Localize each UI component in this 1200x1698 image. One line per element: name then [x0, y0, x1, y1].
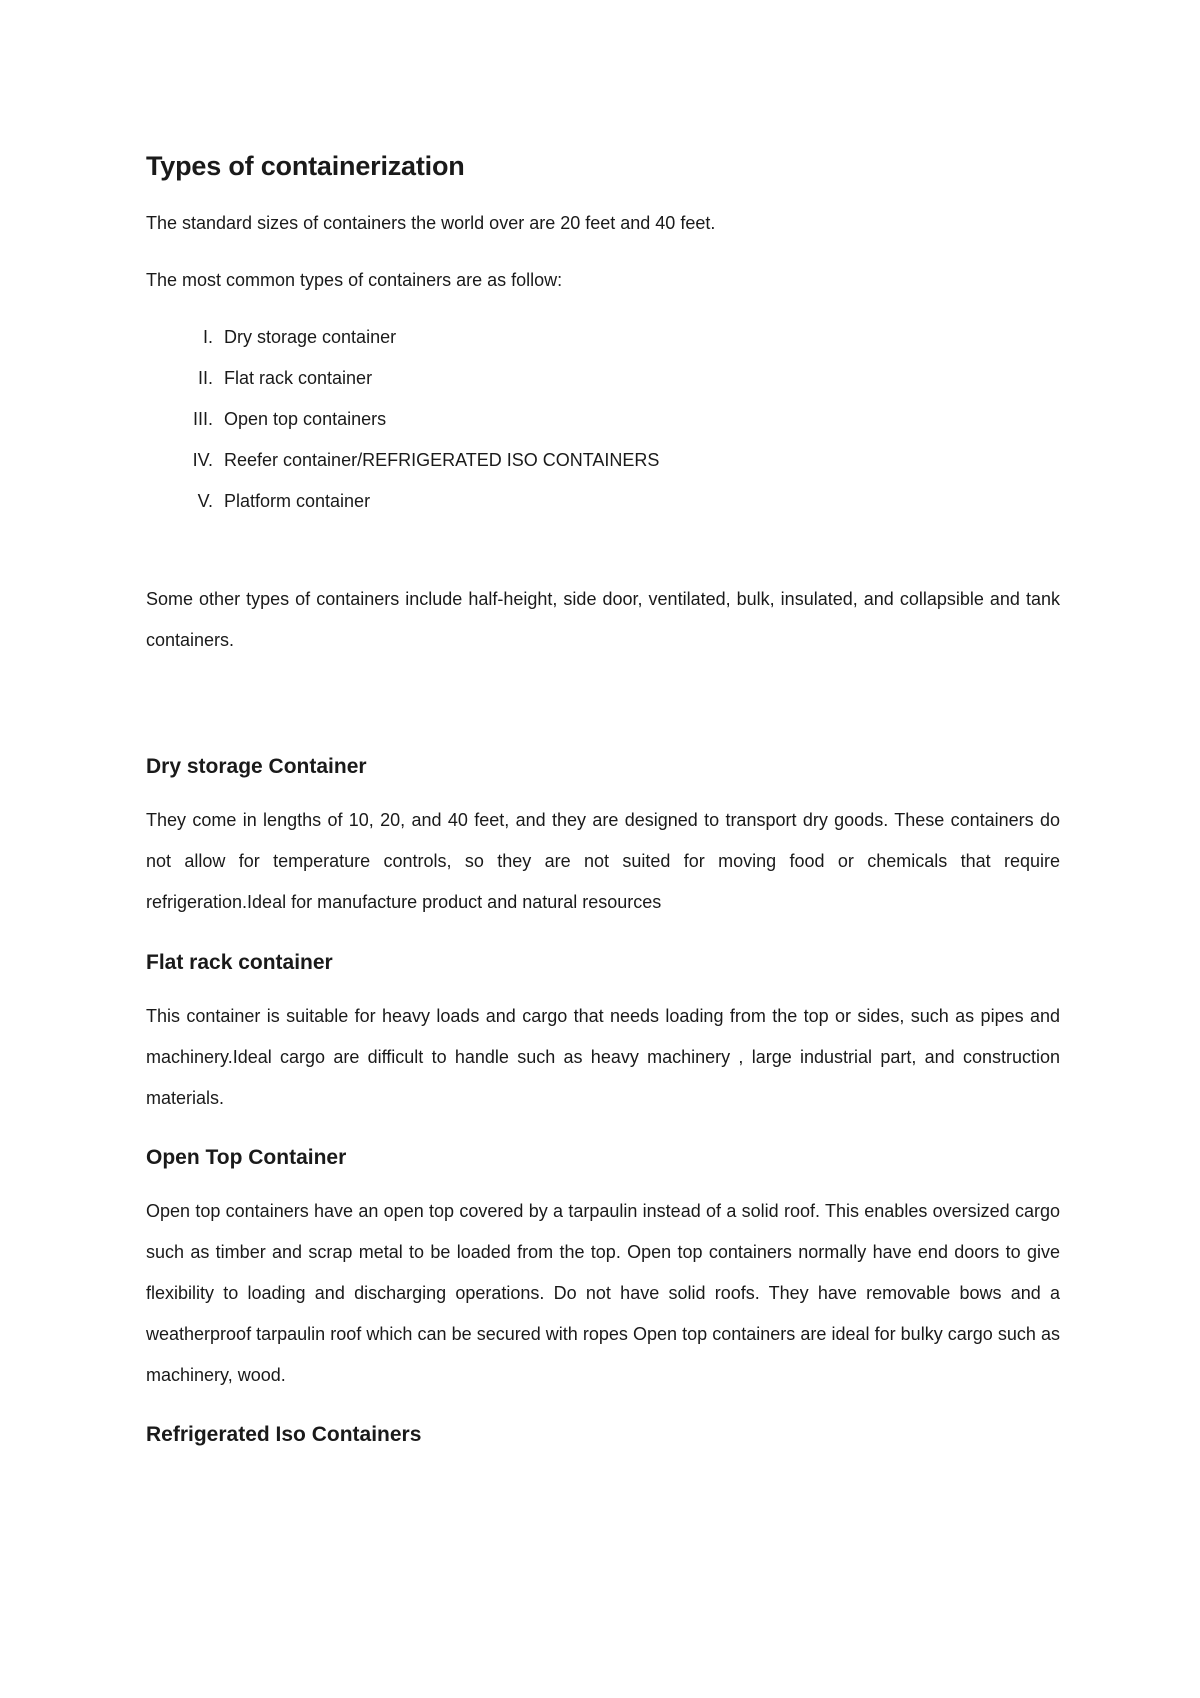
list-item-label: Open top containers	[224, 409, 387, 429]
list-item-number: II.	[197, 368, 213, 388]
list-item-label: Dry storage container	[224, 327, 397, 347]
list-item	[146, 440, 1060, 481]
section-body-flat-rack: This container is suitable for heavy loads and cargo that needs loading from the top or sides, such as pipes and machinery.Ideal cargo are difficult to handle such as heavy machinery , large industrial part, and construction materials.	[146, 1006, 1060, 1108]
list-item	[146, 317, 1060, 358]
document-title: Types of containerization	[146, 151, 465, 181]
list-item-label: Reefer container/REFRIGERATED ISO CONTAINERS	[224, 450, 660, 470]
list-item	[146, 481, 1060, 522]
list-item-number: III.	[192, 409, 213, 429]
document-content	[146, 148, 1060, 1449]
section-heading-flat-rack: Flat rack container	[146, 951, 333, 974]
section-body-open-top: Open top containers have an open top covered by a tarpaulin instead of a solid roof. This enables oversized cargo such as timber and scrap metal to be loaded from the top. Open top containers normally have end doors to give flexibility to loading and discharging operations. Do not have solid roofs. They have removable bows and a weatherproof tarpaulin roof which can be secured with ropes Open top containers are ideal for bulky cargo such as machinery, wood.	[146, 1201, 1060, 1385]
list-item-label: Platform container	[224, 491, 371, 511]
section-heading-refrigerated: Refrigerated Iso Containers	[146, 1423, 422, 1446]
list-item	[146, 358, 1060, 399]
section-heading-dry-storage: Dry storage Container	[146, 755, 367, 778]
list-item-number: IV.	[192, 450, 213, 470]
other-types-paragraph: Some other types of containers include half-height, side door, ventilated, bulk, insulated, and collapsible and tank containers.	[146, 589, 1060, 650]
list-item-number: I.	[202, 327, 213, 347]
container-types-list	[146, 317, 1060, 522]
section-heading-open-top: Open Top Container	[146, 1146, 347, 1169]
section-body-dry-storage: They come in lengths of 10, 20, and 40 feet, and they are designed to transport dry goods. These containers do not allow for temperature controls, so they are not suited for moving food or chemicals that require refrigeration.Ideal for manufacture product and natural resources	[146, 810, 1060, 912]
list-item-number: V.	[197, 491, 213, 511]
list-item-label: Flat rack container	[224, 368, 373, 388]
list-item	[146, 399, 1060, 440]
intro-list-lead-paragraph: The most common types of containers are as follow:	[146, 270, 563, 290]
intro-sizes-paragraph: The standard sizes of containers the world over are 20 feet and 40 feet.	[146, 213, 716, 233]
